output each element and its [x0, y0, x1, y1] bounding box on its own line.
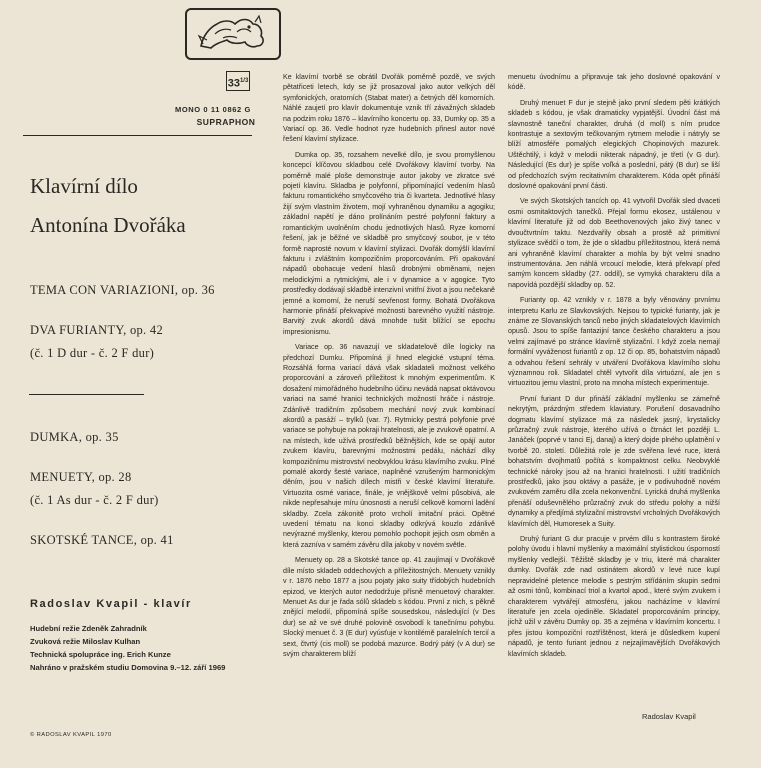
catalog-number: MONO 0 11 0862 G [175, 105, 251, 114]
speed-fraction: 1/3 [239, 78, 249, 84]
liner-paragraph: Ke klavírní tvorbě se obrátil Dvořák poměrně pozdě, ve svých pětatřiceti letech, kdy se již prosazoval jako autor velkých děl symfonických, oratorních (Stabat mater) a četných děl komorních. Náhlé zaujetí pro klavír dokumentuje vznik tří závažných skladeb na podzim roku 1876 – klavírního koncertu op. 33, Dumky op. 35 a Variací op. 36. Vedle hodnot ryze hudebních přinesl autor nové řešení klavírní stylizace. [283, 73, 495, 144]
credit-line: Technická spolupráce ing. Erich Kunze [30, 650, 171, 659]
lion-emblem-icon [187, 10, 275, 54]
liner-paragraph: Dumka op. 35, rozsahem nevelké dílo, je svou promyšlenou koncepcí klíčovou skladbou celé Dvořákovy klavírní tvorby. Na poměrně malé ploše demonstruje autor jakoby ve zkratce své pojetí klavíru. Skladba je polyfonní, připomínající vedením hlasů fakturu romantického smyčcového tria či kvarteta. Jednotlivé hlasy žijí svým vlastním životem, mojí vyhraněnou dynamiku a agogiku; základní napětí je dáno prolínáním pestré polyfonní faktury a romantickým uvolněním chodu jednotlivých hlasů. Ryze komorní řešení, jak je běžné ve skladbě pro smyčcový soubor, je v této formě naprosté novum v klavírní stylizaci. Dvořák domýšlí klavírní fakturu i zvláštním kompozičním proporcováním. Při opakování nápadů obohacuje vedení hlasů drobnými obměnami, nejen melodickými a rytmickými, ale i v dynamice a v agogice. Tyto prostředky dodávají skladbě intenzivní vnitřní život a jsou nečekaně jemné a komorní, že neruší sevřenost formy. Bohatá Dvořákova harmonie přináší překvapivé možnosti barevného využití nástroje. Barvitý zvuk akordů dává mnohde tušit blížící se epochu impresionismu. [283, 150, 495, 336]
speed-badge [226, 71, 250, 91]
divider-middle [29, 394, 144, 395]
liner-notes-column-2 [508, 72, 720, 664]
liner-paragraph: Menuety op. 28 a Skotské tance op. 41 zaujímají v Dvořákově díle místo skladeb oddechových a příležitostných. Menuety vznikly v r. 1876 nebo 1877 a jsou pojaty jako suity třídobých hudebních epizod, ve kterých autor nedodržuje přísně menuetový charakter. Menuet As dur je řada sólů skladeb s kódou. První z nich, s pěkně znějící melodií, připomíná spíše sousedskou, následující (v Des dur) se až ve své druhé polovině osvobodí k tanečnímu pohybu. Slocký menuet č. 3 (E dur) vyúsťuje v kontilémě paralelních tercií a sext, čtvrtý (cis moll) se podobá mazurce. Bodrý pátý (v A dur) se svým charakterem blíží [283, 556, 495, 658]
credits-block [30, 622, 255, 674]
credit-line: Zvuková režie Miloslav Kulhan [30, 637, 141, 646]
credit-line: Nahráno v pražském studiu Domovina 9.–12. září 1969 [30, 663, 226, 672]
work-item: DVA FURIANTY, op. 42 [30, 323, 163, 337]
album-title-line1: Klavírní dílo [30, 174, 138, 198]
work-item: SKOTSKÉ TANCE, op. 41 [30, 533, 174, 547]
brand-name: SUPRAPHON [196, 117, 256, 127]
work-item: TEMA CON VARIAZIONI, op. 36 [30, 283, 215, 297]
divider-top [23, 135, 252, 136]
supraphon-logo [185, 8, 281, 60]
liner-paragraph: Furianty op. 42 vznikly v r. 1878 a byly věnovány prvnímu interpretu Karlu ze Slavkovských. Nejsou to typické furianty, jak je známe ze Slovanských tanců nebo jiných skladatelových klavírních opusů. Jsou to spíše fantazijní tance českého charakteru a jsou velmi zajímavé po stránce klavírně stylizační. I když zcela nemají formální vyváženost furiantů z op. 12 či op. 85, bohatstvím nápadů a odvahou řešení sehrály v utváření Dvořákova klavírního slohu významnou roli. Skladatel chtěl vytvořit díla virtuózní, ale jen s virtuozitou jemu vlastní, proto na mnoha místech experimentuje. [508, 296, 720, 388]
album-title-line2: Antonína Dvořáka [30, 213, 186, 237]
liner-paragraph: Variace op. 36 navazují ve skladatelově díle logicky na předchozí Dumku. Připomíná jí hned elegické vstupní téma. Rozsáhlá forma variací dává však skladateli možnost velkého proporcování a zároveň příležitost k mnohým experimentům. K dosažení mimořádného hudebního účinu nevádá napsat oktávovou variaci na samé hranici technických možností hráče i nástroje. Zdánlivě tradičním způsobem mechání nový zvuk kombinací akordů a pasáží – trylků (var. 7). Rytmicky pestrá polyfonie prvé variace se pohybuje na pokraji hratelnosti, ale je zvukově opatrní. A na místech, kde užívá prostředků běžnějších, kde se opájí autor zvukem klavíru, barevnými možnostmi pedálu, náchází díky kompozičnímu mistrovství neobvyklou krásu klavírního zvuku. Plné pomalé akordy šesté variace, naplněné vzrušeným harmonickým děním, jsou v našich dílech mistři v české klavírní literatuře. Virtuozita osmé variace, finále, je vnějškově velmi působivá, ale nikde nepřesahuje míru únosnosti a neruší celkově komorní ladění skladby. Zcela zákonitě proto vrcholí imitační práci. Opětné uvedení tématu na konci skladby odkrývá kouzlo zdánlivě nevýrazné myšlenky, kterou pomohlo pochopit jejich osm obměn a která zazníva v samém závěru díla jakoby v novém světle. [283, 343, 495, 549]
work-item: (č. 1 As dur - č. 2 F dur) [30, 493, 159, 507]
work-item: (č. 1 D dur - č. 2 F dur) [30, 346, 155, 360]
signature: Radoslav Kvapil [642, 712, 696, 721]
speed-number: 33 [227, 77, 240, 90]
performer-name: Radoslav Kvapil - klavír [30, 598, 192, 610]
credit-line: Hudební režie Zdeněk Zahradník [30, 624, 147, 633]
liner-paragraph: První furiant D dur přináší základní myšlenku se zámeřně nekrytým, prázdným středem klaviatury. Porušení dosavadního dogmatu klavírní stylizace má za následek jasný, krystalicky průzračný zvuk nástroje, kterého užívá o čtrnáct let později L. Janáček (poprvé v tanci Ej, danaj) a který dojde plného uplatnění v tvorbě 20. století. Důležitá role je zde svěřena levé ruce, která bohatstvím dvojhmatů počítá s kompaktnost celku. Neobvyklé technické nároky jsou až na hranici hratelnosti. I užití tradičních prostředků, jako jsou oktávy a pasáže, je v podivuhodně novém zvukovém zaměru díla zcela nekonvenční. Lyrická druhá myšlenka přenáší oduševnělého průzračný zvuk do středu polohy a nižší dynamiky a předjímá stylizační mistrovství vrcholných Dvořákových klavírních děl, Humoresek a Suity. [508, 394, 720, 528]
liner-paragraph: menuetu úvodnímu a připravuje tak jeho doslovné opakování v kódě. [508, 73, 720, 92]
work-item: MENUETY, op. 28 [30, 470, 132, 484]
work-item: DUMKA, op. 35 [30, 430, 119, 444]
liner-notes-column-1 [283, 72, 495, 664]
copyright-notice: © RADOSLAV KVAPIL 1970 [30, 732, 112, 738]
liner-paragraph: Druhý furiant G dur pracuje v prvém dílu s kontrastem široké polohy úvodu i hlavní myšlenky a maximální stylistickou úsporností myšlenky vedlejší. Těžiště skladby je v triu, které má charakter dumky. Dvořák zde nad ostinátem akordů v levé ruce kupí nepravidelné pletence melodie s pestrým střídáním skupin sedmi až osmi tónů, kombinací triol a kvartol apod., které svým zvukem i charakterem vytvářejí atmosféru, jakou nacházíme v klavírní literatuře jen zcela ojediněle. Skladatel proporcováním principy, jichž užil v závěru Dumky op. 35 a zejména v klavírním koncertu. I přes jistou kompoziční roztříštěnost, která je důsledkem kupení nápadů, je tento furiant jednou z nejzajímavějších Dvořákových klavírních skladeb. [508, 535, 720, 658]
liner-paragraph: Druhý menuet F dur je stejně jako první sledem pěti krátkých skladeb s kódou, je však dramaticky vypjatější. Úvodní část má slavnostně taneční charakter, druhá (d moll) s ním prudce kontrastuje a sextovým tečkovaným rytmem melodie i nátryly se blíží atmosféře pomalých elegických Chopinových mazurek. Uštěchtilý, i když v melodii nikterak nápadný, je třetí (v G dur). Následující (Es dur) je spíše voľká a poslední, pátý (B dur) se liší od předchozích svým recitativním charakterem. Kóda opět přináší doslovné opakování první části. [508, 98, 720, 191]
liner-paragraph: Ve svých Skotských tancích op. 41 vytvořil Dvořák sled dvaceti osmi osmitaktových tanečků. Přejal formu ekosez, ustálenou v klavírní literatuře již od dob Beethovenových jako živý tanec v dvoučtvrtním taktu. Nezdvařily obsah a prostě až primitivní stylizace svědčí o tom, že jde o skladbu příležitostnou, která nemá ani vyhraněně klavírní charakter a mohla by být velmi snadno instrumentována. Jen náhlá vrcoucí melodie, která překvapí před samým koncem skladby (27. oddíl), se vymyká charakteru díla a napovídá pozdější skladby op. 52. [508, 197, 720, 289]
